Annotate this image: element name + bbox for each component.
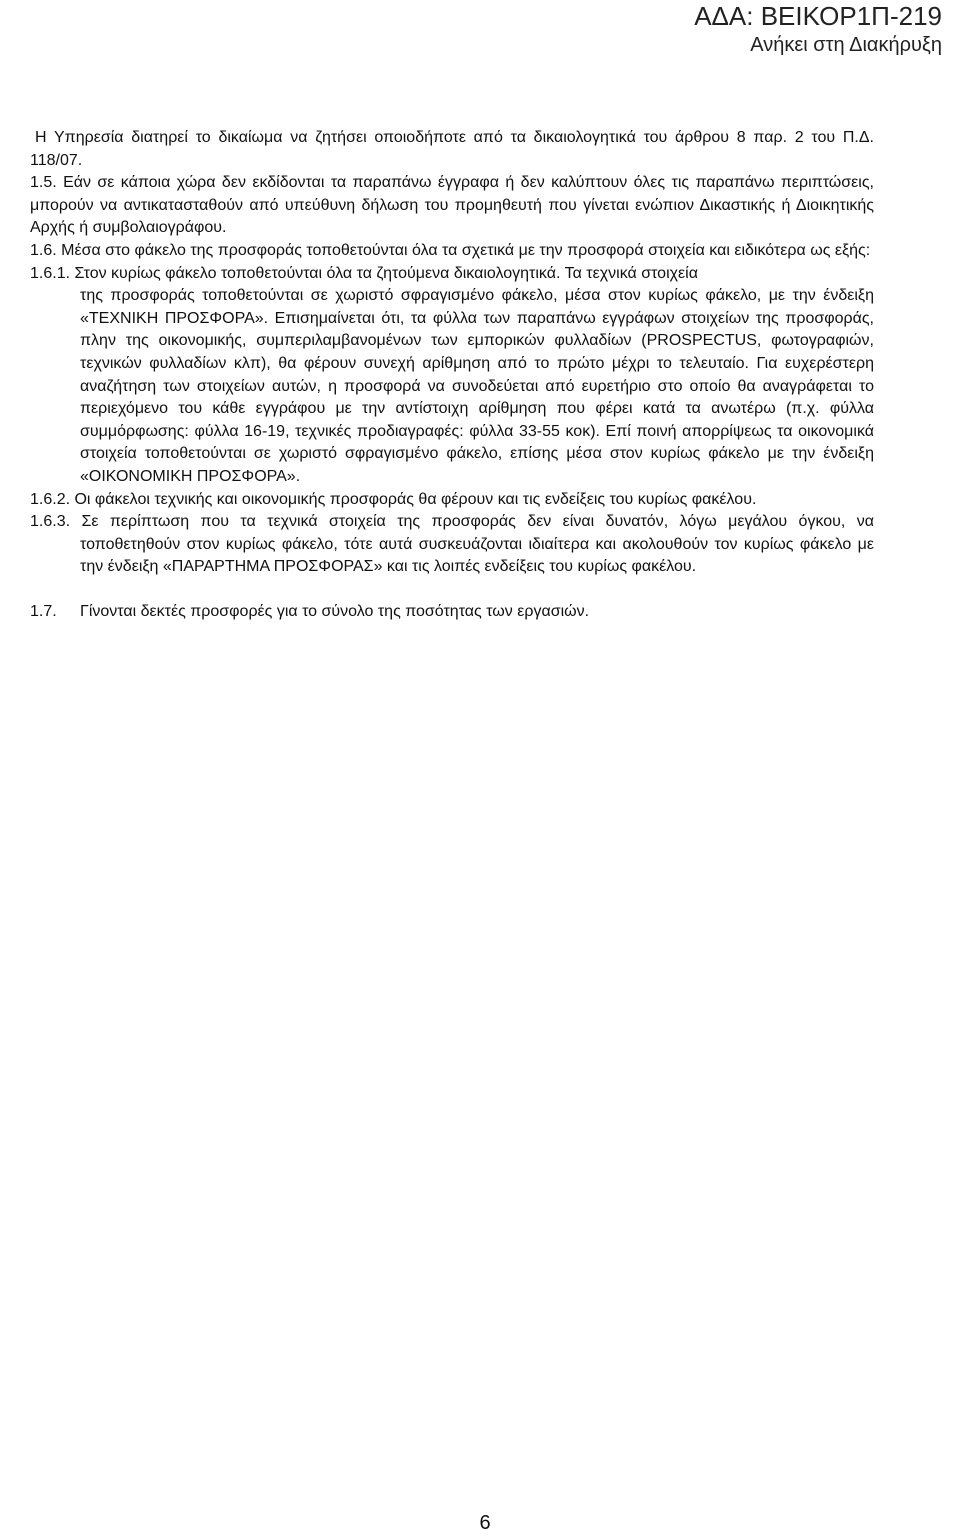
paragraph-1-5: 1.5. Εάν σε κάποια χώρα δεν εκδίδονται τα παραπάνω έγγραφα ή δεν καλύπτουν όλες τις παραπάνω περιπτώσεις, μπορούν να αντικατασταθούν από υπεύθυνη δήλωση του προμηθευτή που γίνεται ενώπιον Δικαστικής ή Διοικητικής Αρχής ή συμβολαιογράφου. bbox=[30, 174, 874, 237]
document-status: Ανήκει στη Διακήρυξη bbox=[750, 34, 942, 56]
paragraph-1-6: 1.6. Μέσα στο φάκελο της προσφοράς τοποθετούνται όλα τα σχετικά με την προσφορά στοιχεία και ειδικότερα ως εξής: bbox=[30, 241, 871, 259]
paragraph-1-7-number: 1.7. bbox=[30, 603, 57, 621]
paragraph-1-7 bbox=[30, 601, 874, 624]
paragraph-1-6-2: 1.6.2. Οι φάκελοι τεχνικής και οικονομικής προσφοράς θα φέρουν και τις ενδείξεις του κυρίως φακέλου. bbox=[30, 490, 757, 508]
paragraph-spacer bbox=[30, 579, 874, 602]
paragraph-service-rights: Η Υπηρεσία διατηρεί το δικαίωμα να ζητήσει οποιοδήποτε από τα δικαιολογητικά του άρθρου 8 παρ. 2 του Π.Δ. 118/07. bbox=[30, 129, 874, 169]
paragraph-1-6-3: 1.6.3. Σε περίπτωση που τα τεχνικά στοιχεία της προσφοράς δεν είναι δυνατόν, λόγω μεγάλου όγκου, να τοποθετηθούν στον κυρίως φάκελο, τότε αυτά συσκευάζονται ιδιαίτερα και ακολουθούν τον κυρίως φάκελο με την ένδειξη «ΠΑΡΑΡΤΗΜΑ ΠΡΟΣΦΟΡΑΣ» και τις λοιπές ενδείξεις του κυρίως φακέλου. bbox=[30, 513, 874, 576]
paragraph-1-7-text: Γίνονται δεκτές προσφορές για το σύνολο της ποσότητας των εργασιών. bbox=[80, 603, 590, 621]
paragraph-1-6-1-heading: 1.6.1. Στον κυρίως φάκελο τοποθετούνται όλα τα ζητούμενα δικαιολογητικά. Τα τεχνικά στοιχεία bbox=[30, 264, 698, 282]
paragraph-1-6-1-body: της προσφοράς τοποθετούνται σε χωριστό σφραγισμένο φάκελο, μέσα στον κυρίως φάκελο, με την ένδειξη «ΤΕΧΝΙΚΗ ΠΡΟΣΦΟΡΑ». Επισημαίνεται ότι, τα φύλλα των παραπάνω εγγράφων στοιχείων της προσφοράς, πλην της οικονομικής, συμπεριλαμβανομένων των εμπορικών φυλλαδίων (PROSPECTUS, φωτογραφιών, τεχνικών φυλλαδίων κλπ), θα φέρουν συνεχή αρίθμηση από το πρώτο μέχρι το τελευταίο. Για ευχερέστερη αναζήτηση των στοιχείων αυτών, η προσφορά να συνοδεύεται από ευρετήριο στο οποίο θα αναγράφεται το περιεχόμενο του κάθε εγγράφου με την αντίστοιχη αρίθμηση που φέρει κατά τα ανωτέρω (π.χ. φύλλα συμμόρφωσης: φύλλα 16-19, τεχνικές προδιαγραφές: φύλλα 33-55 κοκ). Επί ποινή απορρίψεως τα οικονομικά στοιχεία τοποθετούνται σε χωριστό σφραγισμένο φάκελο, επίσης μέσα στον κυρίως φάκελο με την ένδειξη «ΟΙΚΟΝΟΜΙΚΗ ΠΡΟΣΦΟΡΑ». bbox=[80, 287, 874, 485]
document-header bbox=[694, 0, 942, 58]
document-body bbox=[30, 127, 874, 624]
ada-code: ΑΔΑ: ΒΕΙΚΟΡ1Π-219 bbox=[694, 1, 942, 31]
page-number: 6 bbox=[479, 1512, 491, 1534]
